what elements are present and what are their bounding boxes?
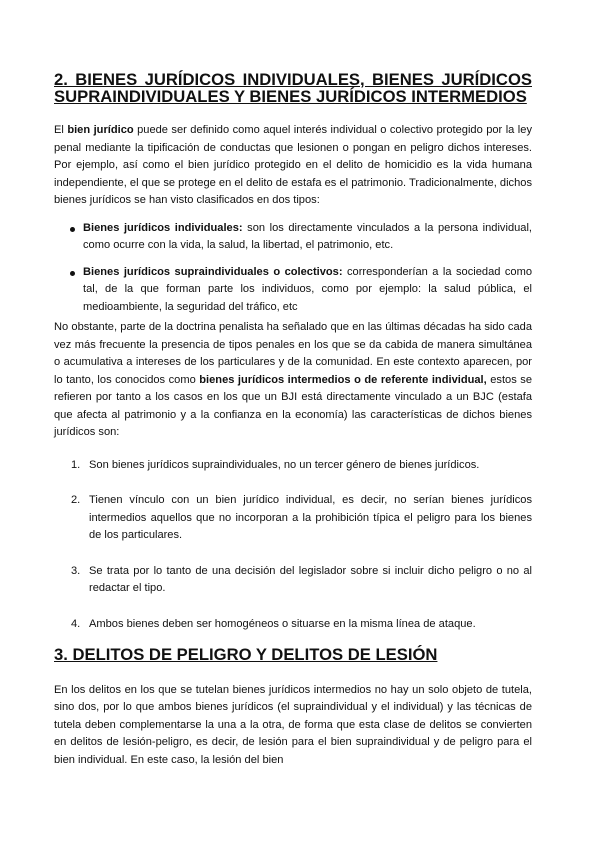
bullet-term: Bienes jurídicos individuales: [83,221,243,234]
item-number: 4. [71,617,81,630]
bullet-icon [70,227,75,232]
document-body [54,72,532,769]
list-item [54,220,532,255]
intro-text-1: El [54,124,68,136]
doctrine-bold-term: bienes jurídicos intermedios o de referente individual, [199,373,487,386]
doctrine-paragraph [54,319,532,442]
item-text: Se trata por lo tanto de una decisión del legislador sobre si incluir dicho peligro o no al redactar el tipo. [89,564,532,594]
item-text: Tienen vínculo con un bien jurídico individual, es decir, no serían bienes jurídicos intermedios aquellos que no incorporan a la prohibición típica el peligro para los bienes de los particulares. [89,494,532,541]
item-text: Son bienes jurídicos supraindividuales, no un tercer género de bienes jurídicos. [89,458,480,471]
list-item [54,563,532,598]
section-2-heading: 2. BIENES JURÍDICOS INDIVIDUALES, BIENES JURÍDICOS SUPRAINDIVIDUALES Y BIENES JURÍDICOS INTERMEDIOS [54,70,532,106]
intro-text-2: puede ser definido como aquel interés individual o colectivo protegido por la ley penal mediante la tipificación de conductas que lesionen o pongan en peligro dichos intereses. Por ejemplo, así como el bien jurídico protegido en el delito de homicidio es la vida humana independiente, el que se protege en el delito de estafa es el patrimonio. Tradicionalmente, dichos bienes jurídicos se han visto clasificados en dos tipos: [54,124,532,206]
legal-goods-list [54,220,532,317]
section-3-heading: 3. DELITOS DE PELIGRO Y DELITOS DE LESIÓN [54,645,438,664]
characteristics-list [54,457,532,634]
bullet-term: Bienes jurídicos supraindividuales o colectivos: [83,265,343,278]
list-item [54,264,532,317]
doctrine-text-1: No obstante, parte de la doctrina penalista ha señalado que en las últimas décadas ha sido cada vez más frecuente la presencia de tipos penales en los que se da cabida de manera simultánea o acumulativa a intereses de los particulares y de la comunidad. En este contexto aparecen, por lo tanto, los conocidos como [54,321,532,386]
item-number: 2. [71,494,81,506]
list-item [54,457,532,475]
list-item [54,616,532,634]
doctrine-text-2: estos se refieren por tanto a los casos en los que un BJI está directamente vinculado a un BJC (estafa que afecta al patrimonio y a la confianza en la economía) las características de dichos bienes jurídicos son: [54,373,532,438]
item-text: Ambos bienes deben ser homogéneos o situarse en la misma línea de ataque. [89,617,476,630]
item-number: 1. [71,458,81,471]
intro-paragraph [54,122,532,210]
intro-bold-term: bien jurídico [67,124,134,136]
section-3-paragraph: En los delitos en los que se tutelan bienes jurídicos intermedios no hay un solo objeto de tutela, sino dos, por lo que ambos bienes jurídicos (el supraindividual y el individual) y las técnicas de tutela deben complementarse la una a la otra, de forma que esta clase de delitos se convierten en delitos de lesión-peligro, es decir, de lesión para el bien supraindividual y de peligro para el bien individual. En este caso, la lesión del bien [54,683,532,766]
bullet-text: corresponderían a la sociedad como tal, de la que forman parte los individuos, como por ejemplo: la salud pública, el medioambiente, la seguridad del tráfico, etc [83,265,533,313]
item-number: 3. [71,564,81,577]
bullet-text: son los directamente vinculados a la persona individual, como ocurre con la vida, la salud, la libertad, el patrimonio, etc. [83,221,532,251]
list-item [54,492,532,545]
bullet-icon [70,271,75,276]
